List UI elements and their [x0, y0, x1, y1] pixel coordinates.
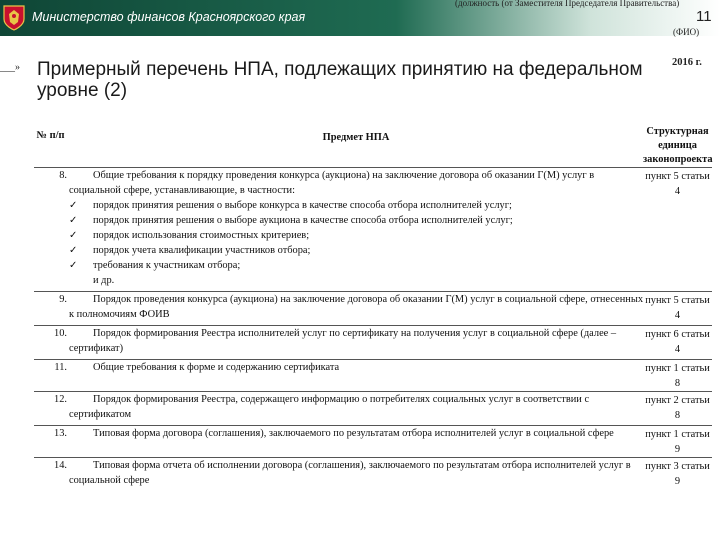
- row-subject: [69, 168, 643, 292]
- table-row: [34, 360, 712, 392]
- bullet-item: ✓ порядок использования стоимостных критериев;: [69, 230, 310, 241]
- header-subject: Предмет НПА: [322, 132, 390, 143]
- row-number: 11.: [34, 360, 69, 392]
- row-unit: пункт 2 статьи 8: [643, 392, 712, 426]
- row-subject: Общие требования к форме и содержанию сертификата: [69, 360, 643, 392]
- table-row: [34, 458, 712, 492]
- row-number: 8.: [34, 168, 69, 292]
- row-unit: пункт 3 статьи 9: [643, 458, 712, 492]
- bullet-tail: и др.: [93, 275, 115, 286]
- checkmark-icon: ✓: [69, 200, 78, 211]
- header-no: № п/п: [36, 130, 65, 141]
- checkmark-icon: ✓: [69, 260, 78, 271]
- row-number: 10.: [34, 326, 69, 360]
- header-unit: Структурная единица законопроекта: [643, 126, 713, 165]
- table-row: [34, 392, 712, 426]
- table-row: [34, 426, 712, 458]
- ministry-name: Министерство финансов Красноярского края: [32, 10, 306, 24]
- page-number: 11: [696, 8, 712, 25]
- overlay-quote-text: ___»: [0, 62, 20, 73]
- row-unit: пункт 5 статьи 4: [643, 292, 712, 326]
- row-number: 13.: [34, 426, 69, 458]
- bullet-item: ✓ порядок учета квалификации участников отбора;: [69, 245, 311, 256]
- row-unit: пункт 1 статьи 9: [643, 426, 712, 458]
- table-header-row: [34, 124, 712, 168]
- row-subject: Порядок проведения конкурса (аукциона) на заключение договора об оказании Г(М) услуг в социальной сфере, отнесенных к полномочиям ФОИВ: [69, 292, 643, 326]
- page-title: Примерный перечень НПА, подлежащих принятию на федеральном уровне (2): [37, 59, 643, 101]
- checkmark-icon: ✓: [69, 245, 78, 256]
- row-number: 9.: [34, 292, 69, 326]
- row-unit: пункт 1 статьи 8: [643, 360, 712, 392]
- bullet-item: ✓ порядок принятия решения о выборе аукциона в качестве способа отбора исполнителей услуг;: [69, 215, 513, 226]
- table-row: [34, 326, 712, 360]
- row-unit: пункт 5 статьи 4: [643, 168, 712, 292]
- row-subject: Порядок формирования Реестра, содержащего информацию о потребителях социальных услуг в соответствии с сертификатом: [69, 392, 643, 426]
- row-unit: пункт 6 статьи 4: [643, 326, 712, 360]
- bullet-item: ✓ требования к участникам отбора;: [69, 260, 241, 271]
- checkmark-icon: ✓: [69, 215, 78, 226]
- overlay-position-text: (должность (от Заместителя Председателя Правительства): [455, 0, 680, 8]
- row-subject-text: Общие требования к порядку проведения конкурса (аукциона) на заключение договора об оказании Г(М) услуг в социальной сфере, устанавливающие, в частности:: [69, 170, 595, 196]
- krasnoyarsk-coat-of-arms-icon: [3, 4, 25, 31]
- row-subject: Типовая форма договора (соглашения), заключаемого по результатам отбора исполнителей услуг в социальной сфере: [69, 426, 643, 458]
- row-subject: Порядок формирования Реестра исполнителей услуг по сертификату на получения услуг в социальной сфере (далее – сертификат): [69, 326, 643, 360]
- bullet-item: ✓ порядок принятия решения о выборе конкурса в качестве способа отбора исполнителей услуг;: [69, 200, 512, 211]
- row-subject: Типовая форма отчета об исполнении договора (соглашения), заключаемого по результатам отбора исполнителей услуг в социальной сфере: [69, 458, 643, 492]
- overlay-year-text: 2016 г.: [672, 57, 702, 68]
- checkmark-icon: ✓: [69, 230, 78, 241]
- overlay-fio-text: (ФИО): [673, 27, 700, 37]
- table-row: [34, 292, 712, 326]
- row-number: 12.: [34, 392, 69, 426]
- row-number: 14.: [34, 458, 69, 492]
- npa-table: [34, 124, 712, 491]
- table-row: [34, 168, 712, 292]
